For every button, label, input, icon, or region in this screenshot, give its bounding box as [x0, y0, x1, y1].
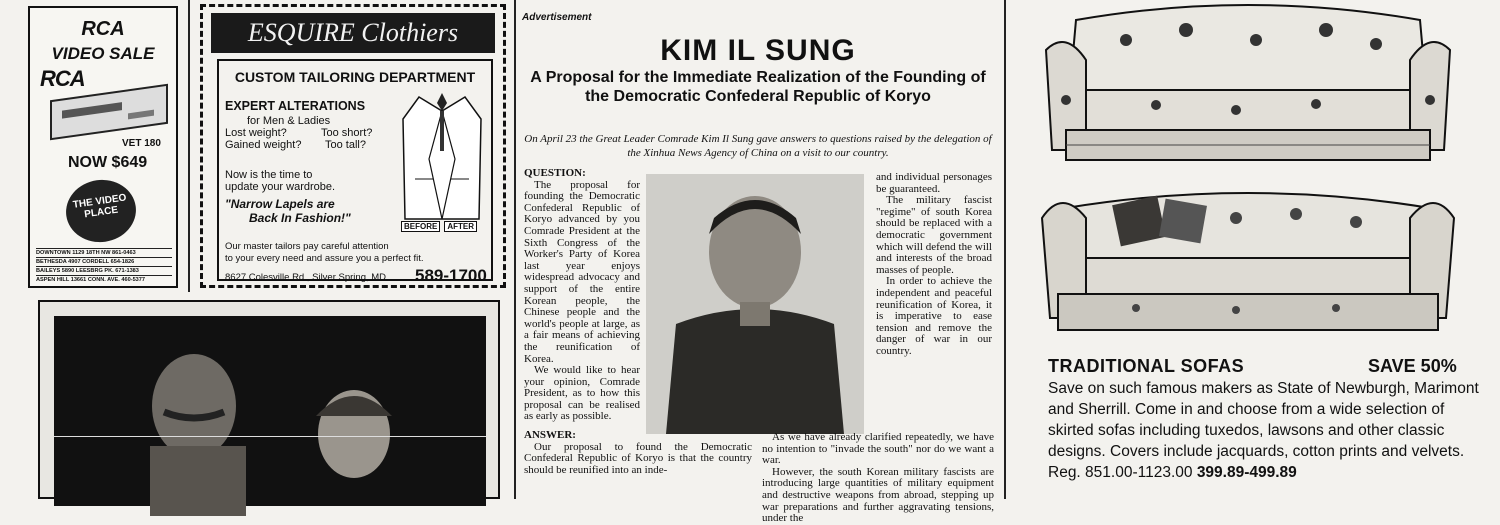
article-column-left [524, 168, 640, 423]
update-wardrobe-text: update your wardrobe. [225, 181, 336, 193]
floral-sofa-icon [1036, 0, 1460, 170]
before-after-labels [401, 221, 483, 232]
store-location: ASPEN HILL 13661 CONN. AVE. 460-5377 [36, 275, 172, 284]
before-label: BEFORE [401, 221, 440, 232]
esquire-address: 8627 Colesville Rd., Silver Spring, MD. [225, 272, 389, 283]
rca-ad-title: RCA [81, 18, 125, 40]
rca-ad-subtitle: VIDEO SALE [51, 44, 155, 63]
jacket-illustration-icon [399, 89, 485, 229]
sofa-ad-save: SAVE 50% [1368, 356, 1457, 376]
traditional-sofas-ad [1018, 0, 1500, 499]
sofa-ad-body [1048, 378, 1488, 483]
esquire-phone: 589-1700 [415, 266, 487, 285]
sofa-ad-text: Save on such famous makers as State of Newburgh, Marimont and Sherrill. Come in and choose from a wide selection of skirted sofas including tuxedos, lawsons and other classic designs. Covers include jacquards, cotton prints and velvets. Reg. 851.00-1123.00 [1048, 380, 1479, 481]
question-label: QUESTION: [524, 167, 586, 179]
esquire-clothiers-ad [200, 4, 506, 288]
skirted-sofa-icon [1036, 178, 1460, 338]
now-time-text: Now is the time to [225, 169, 313, 181]
article-paragraph: In order to achieve the independent and peaceful reunification of Korea, it is imperative to ease tension and remove the danger of war in our country. [876, 275, 992, 357]
column-rule [514, 0, 516, 499]
answer-label: ANSWER: [524, 429, 576, 441]
too-tall: Too tall? [325, 139, 366, 151]
article-paragraph: and individual personages be guaranteed. [876, 171, 992, 195]
article-paragraph: The military fascist "regime" of south Korea should be replaced with a democratic government which will defend the will and interests of the broad masses of people. [876, 194, 992, 276]
article-headline: KIM IL SUNG [660, 34, 856, 67]
store-location: DOWNTOWN 1129 18TH NW 861-0463 [36, 248, 172, 257]
advertisement-label: Advertisement [522, 12, 592, 23]
for-men-ladies: for Men & Ladies [247, 115, 331, 127]
halftone-photo [54, 316, 486, 506]
photo-ad [38, 300, 500, 499]
kim-il-sung-advertisement [522, 8, 994, 525]
gained-weight: Gained weight? [225, 139, 302, 151]
article-column-right-bottom [762, 432, 994, 525]
article-subhead: A Proposal for the Immediate Realization of the Founding of the Democratic Confederal Republic of Koryo [530, 69, 986, 105]
article-paragraph: The proposal for founding the Democratic Confederal Republic of Koryo advanced by you Comrade President at the Sixth Congress of the Worker's Party of Korea last year enjoys widespread advocacy and support of the entire Korean people, the Chinese people and the world's people at large, as a fair means of achieving the reunification of Korea. [524, 178, 640, 365]
narrow-lapels-line2: Back In Fashion!" [249, 211, 351, 225]
esquire-headline: CUSTOM TAILORING DEPARTMENT [234, 69, 476, 85]
column-rule [188, 0, 190, 292]
people-photo-icon [54, 316, 486, 506]
esquire-ad-body [217, 59, 493, 285]
article-column-right [876, 172, 992, 358]
lost-weight: Lost weight? [225, 127, 287, 139]
esquire-brand: ESQUIRE Clothiers [211, 13, 495, 53]
article-intro: On April 23 the Great Leader Comrade Kim Il Sung gave answers to questions raised by the delegation of the Xinhua News Agency of China on a visit to our country. [524, 133, 992, 159]
too-short: Too short? [321, 127, 373, 139]
store-location: BAILEYS 5890 LEESBRG PK. 671-1383 [36, 266, 172, 275]
article-paragraph: However, the south Korean military fascists are introducing large quantities of military equipment and destructive weapons from abroad, stepping up war preparations and further aggravating tensions, under the [762, 465, 994, 525]
store-location: BETHESDA 4907 CORDELL 654-1826 [36, 257, 172, 266]
sofa-sale-price: 399.89-499.89 [1196, 464, 1297, 481]
sofa-ad-title: TRADITIONAL SOFAS [1048, 356, 1245, 376]
portrait-photo [646, 174, 864, 434]
article-column-left-bottom [524, 430, 752, 476]
master-tailors-line1: Our master tailors pay careful attention [225, 241, 389, 252]
rca-price: NOW $649 [68, 154, 148, 171]
after-label: AFTER [444, 221, 477, 232]
store-locations [36, 248, 172, 284]
video-place-logo: THE VIDEO PLACE [62, 175, 140, 246]
vcr-illustration [50, 84, 168, 141]
master-tailors-line2: to your every need and assure you a perfect fit. [225, 253, 424, 264]
article-paragraph: We would like to hear your opinion, Comrade President, as to how this proposal can be realised as early as possible. [524, 364, 640, 423]
rca-video-sale-ad [28, 6, 178, 288]
portrait-icon [646, 174, 864, 434]
article-paragraph: Our proposal to found the Democratic Confederal Republic of Koryo is that the country should be reunified into an inde- [524, 440, 752, 476]
rca-model: VET 180 [122, 138, 161, 149]
narrow-lapels-line1: "Narrow Lapels are [225, 197, 335, 211]
rca-logo: RCA [40, 66, 85, 91]
article-paragraph: As we have already clarified repeatedly, we have no intention to "invade the south" nor do we want a war. [762, 431, 994, 467]
expert-alterations: EXPERT ALTERATIONS [225, 99, 366, 113]
column-rule [1004, 0, 1006, 499]
